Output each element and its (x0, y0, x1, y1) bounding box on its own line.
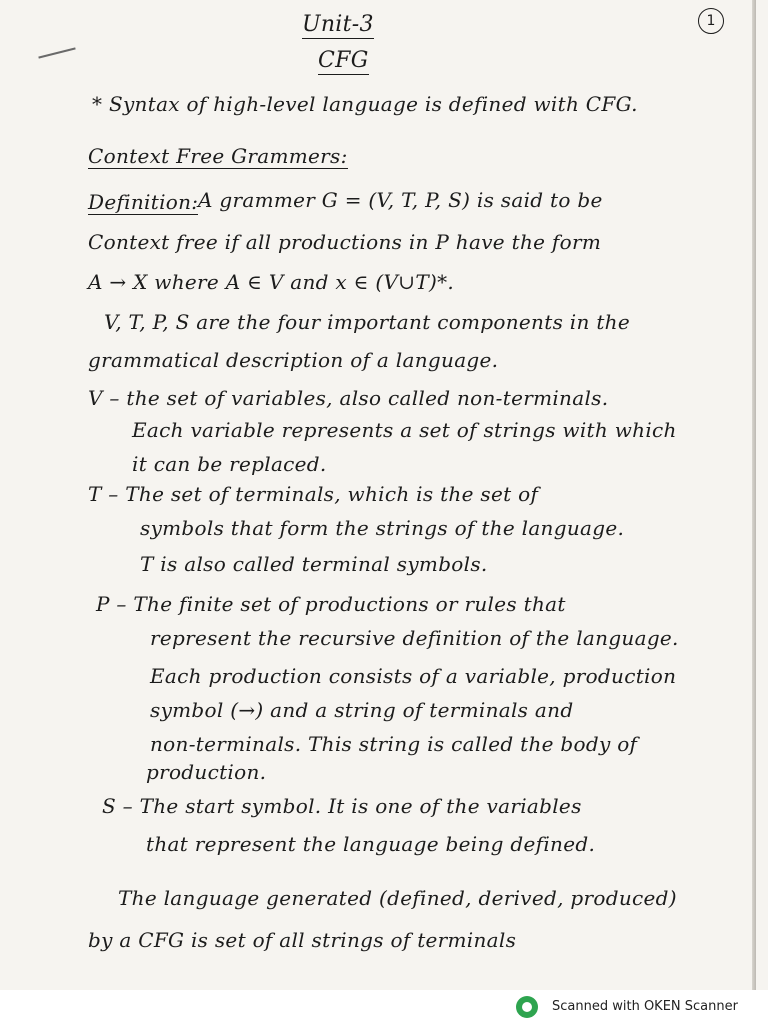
closing-line-1: The language generated (defined, derived, produced) (118, 886, 677, 910)
productions-line-3: Each production consists of a variable, production (150, 664, 677, 688)
closing-line-2: by a CFG is set of all strings of terminals (88, 928, 517, 952)
unit-title: Unit-3 (302, 12, 374, 37)
terminals-line-2: symbols that form the strings of the language. (140, 516, 625, 540)
productions-line-5: non-terminals. This string is called the body of (150, 732, 638, 756)
page-number-badge: 1 (698, 8, 724, 34)
page-edge-shadow (752, 0, 756, 990)
start-symbol-line-2: that represent the language being defined. (146, 832, 596, 856)
variables-line-2: Each variable represents a set of strings with which (132, 418, 677, 442)
terminals-line-1: T – The set of terminals, which is the set of (88, 482, 539, 506)
productions-line-6: production. (146, 760, 267, 784)
definition-line-2: Context free if all productions in P have the form (88, 230, 602, 254)
definition-label: Definition: (88, 190, 199, 214)
definition-line-1: A grammer G = (V, T, P, S) is said to be (198, 188, 603, 212)
definition-line-3: A → X where A ∈ V and x ∈ (V∪T)*. (88, 270, 455, 294)
topic-title: CFG (318, 48, 369, 73)
scanner-watermark-text: Scanned with OKEN Scanner (552, 999, 738, 1014)
intro-line: * Syntax of high-level language is defined with CFG. (92, 92, 638, 116)
start-symbol-line-1: S – The start symbol. It is one of the variables (102, 794, 582, 818)
components-line-1: V, T, P, S are the four important components in the (104, 310, 630, 334)
pen-stroke-mark (38, 47, 75, 58)
variables-line-1: V – the set of variables, also called non-terminals. (88, 386, 609, 410)
productions-line-1: P – The finite set of productions or rules that (96, 592, 566, 616)
components-line-2: grammatical description of a language. (88, 348, 499, 372)
oken-scanner-logo-icon (516, 996, 538, 1018)
variables-line-3: it can be replaced. (132, 452, 327, 476)
productions-line-2: represent the recursive definition of the language. (150, 626, 679, 650)
terminals-line-3: T is also called terminal symbols. (140, 552, 488, 576)
scanner-footer (0, 990, 768, 1024)
productions-line-4: symbol (→) and a string of terminals and (150, 698, 574, 722)
section-heading: Context Free Grammers: (88, 144, 348, 168)
